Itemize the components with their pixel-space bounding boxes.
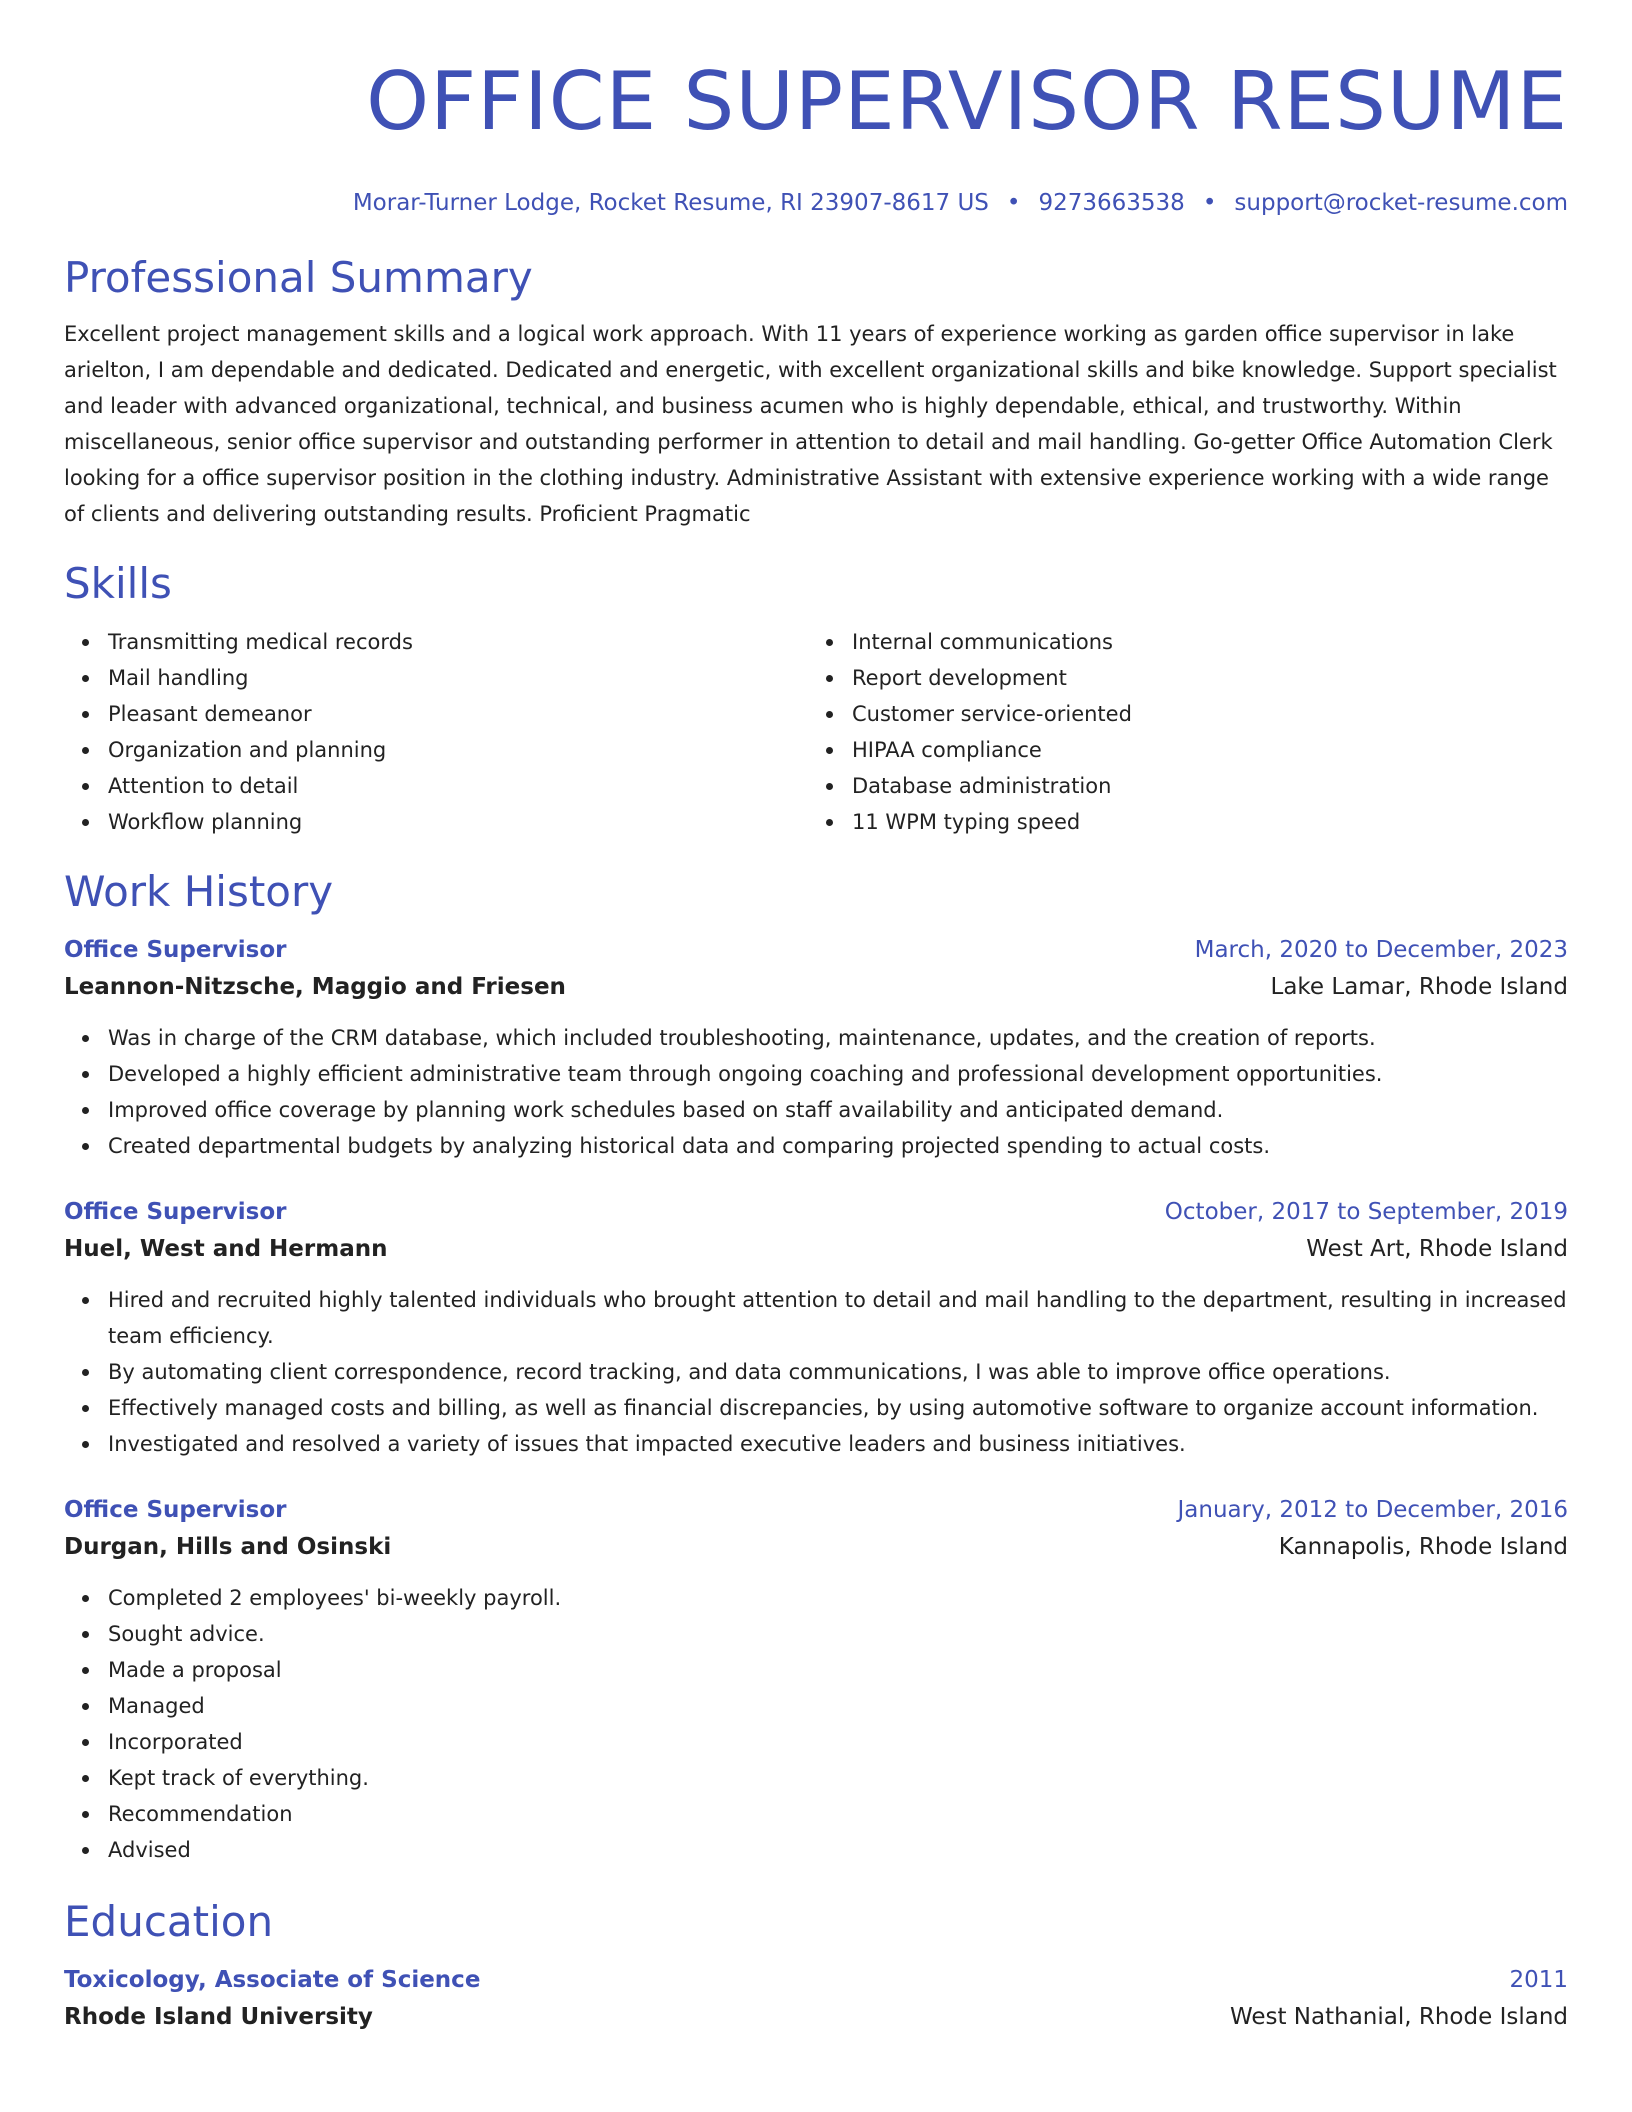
summary-text: Excellent project management skills and a logical work approach. With 11 years of experience working as garden office supervisor in lake arielton, I am dependable and dedicated. Dedicated and energetic, with excellent organizational skills and bike knowledge. Support specialist and leader with advanced organizational, technical, and business acumen who is highly dependable, ethical, and trustworthy. Within miscellaneous, senior office supervisor and outstanding performer in attention to detail and mail handling. Go-getter Office Automation Clerk looking for a office supervisor position in the clothing industry. Administrative Assistant with extensive experience working with a wide range of clients and delivering outstanding results. Proficient Pragmatic xyxy=(64,322,1557,526)
education-heading: Education xyxy=(64,1897,274,1946)
work-history-heading: Work History xyxy=(64,867,334,916)
skills-list xyxy=(64,624,1568,840)
job-bullet: Developed a highly efficient administrative team through ongoing coaching and professional development opportunities. xyxy=(108,1056,1568,1092)
company-name: Durgan, Hills and Osinski xyxy=(64,1534,392,1560)
skill-item: HIPAA compliance xyxy=(852,732,1552,768)
skill-item: Customer service-oriented xyxy=(852,696,1552,732)
skill-item: Database administration xyxy=(852,768,1552,804)
skill-item: Report development xyxy=(852,660,1552,696)
contact-separator: • xyxy=(1006,190,1021,216)
job-bullet: Advised xyxy=(108,1832,1568,1868)
contact-line xyxy=(64,186,1568,220)
job-location: Kannapolis, Rhode Island xyxy=(1278,1534,1568,1560)
job-bullets xyxy=(64,1020,1568,1164)
job-bullet: Effectively managed costs and billing, as well as financial discrepancies, by using automotive software to organize account information. xyxy=(108,1390,1568,1426)
education-location: West Nathanial, Rhode Island xyxy=(1229,2004,1568,2030)
job-bullet: Created departmental budgets by analyzing historical data and comparing projected spending to actual costs. xyxy=(108,1128,1568,1164)
skill-item: Mail handling xyxy=(108,660,808,696)
job-dates: March, 2020 to December, 2023 xyxy=(1194,937,1568,963)
job-bullet: Completed 2 employees' bi-weekly payroll. xyxy=(108,1580,1568,1616)
contact-address: Morar-Turner Lodge, Rocket Resume, RI 23907-8617 US xyxy=(352,190,989,216)
summary-heading: Professional Summary xyxy=(64,253,533,302)
skills-heading: Skills xyxy=(64,559,172,608)
contact-separator: • xyxy=(1202,190,1217,216)
job-bullet: Sought advice. xyxy=(108,1616,1568,1652)
skill-item: Attention to detail xyxy=(108,768,808,804)
company-name: Leannon-Nitzsche, Maggio and Friesen xyxy=(64,974,566,1000)
skills-column-right xyxy=(808,624,1552,840)
job-bullets xyxy=(64,1580,1568,1868)
job-entry xyxy=(64,1492,1568,1868)
contact-phone: 9273663538 xyxy=(1038,190,1185,216)
education-entry xyxy=(64,1962,1568,2036)
skill-item: Pleasant demeanor xyxy=(108,696,808,732)
skill-item: Transmitting medical records xyxy=(108,624,808,660)
job-entry xyxy=(64,932,1568,1164)
education-year: 2011 xyxy=(1509,1967,1568,1993)
contact-email: support@rocket-resume.com xyxy=(1234,190,1568,216)
job-bullet: Was in charge of the CRM database, which included troubleshooting, maintenance, updates, and the creation of reports. xyxy=(108,1020,1568,1056)
job-dates: October, 2017 to September, 2019 xyxy=(1164,1199,1568,1225)
job-bullet: Made a proposal xyxy=(108,1652,1568,1688)
resume-page xyxy=(64,0,1568,2036)
skill-item: Organization and planning xyxy=(108,732,808,768)
skill-item: Workflow planning xyxy=(108,804,808,840)
job-title: Office Supervisor xyxy=(64,1199,287,1225)
company-name: Huel, West and Hermann xyxy=(64,1236,388,1262)
job-title: Office Supervisor xyxy=(64,937,287,963)
skill-item: 11 WPM typing speed xyxy=(852,804,1552,840)
job-bullet: Kept track of everything. xyxy=(108,1760,1568,1796)
job-bullet: Recommendation xyxy=(108,1796,1568,1832)
job-location: West Art, Rhode Island xyxy=(1306,1236,1568,1262)
job-bullets xyxy=(64,1282,1568,1462)
job-entry xyxy=(64,1194,1568,1462)
job-bullet: Managed xyxy=(108,1688,1568,1724)
job-bullet: Hired and recruited highly talented individuals who brought attention to detail and mail handling to the department, resulting in increased team efficiency. xyxy=(108,1282,1568,1354)
job-bullet: Investigated and resolved a variety of issues that impacted executive leaders and business initiatives. xyxy=(108,1426,1568,1462)
job-location: Lake Lamar, Rhode Island xyxy=(1270,974,1568,1000)
school-name: Rhode Island University xyxy=(64,2004,373,2030)
job-dates: January, 2012 to December, 2016 xyxy=(1177,1497,1568,1523)
education-degree: Toxicology, Associate of Science xyxy=(64,1967,481,1993)
job-bullet: By automating client correspondence, record tracking, and data communications, I was able to improve office operations. xyxy=(108,1354,1568,1390)
job-title: Office Supervisor xyxy=(64,1497,287,1523)
resume-title: OFFICE SUPERVISOR RESUME xyxy=(366,55,1568,148)
job-bullet: Incorporated xyxy=(108,1724,1568,1760)
job-bullet: Improved office coverage by planning work schedules based on staff availability and anticipated demand. xyxy=(108,1092,1568,1128)
skills-column-left xyxy=(64,624,808,840)
skill-item: Internal communications xyxy=(852,624,1552,660)
